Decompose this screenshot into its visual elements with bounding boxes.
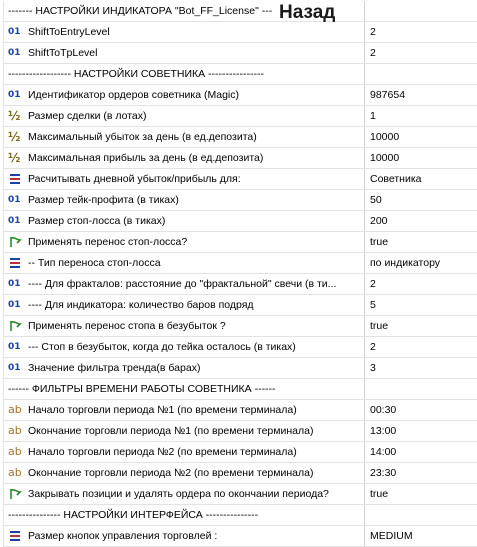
parameter-value[interactable]: 2	[370, 26, 376, 38]
enum-type-icon	[8, 256, 24, 270]
input-row[interactable]	[4, 421, 477, 442]
parameter-label: ---- Для фракталов: расстояние до "фрактальной" свечи (в ти...	[28, 278, 337, 290]
parameter-label: Окончание торговли периода №2 (по времени терминала)	[28, 467, 314, 479]
section-header-row	[4, 379, 477, 400]
parameter-name-cell	[4, 43, 365, 63]
parameter-name-cell	[4, 295, 365, 315]
inputs-table	[3, 1, 477, 547]
section-header-row	[4, 505, 477, 526]
section-header-label: ------------------ НАСТРОЙКИ СОВЕТНИКА ----------------	[8, 68, 264, 80]
int-type-icon: 01	[8, 279, 21, 289]
input-row[interactable]	[4, 85, 477, 106]
int-type-icon: 01	[8, 48, 21, 58]
parameter-label: ShiftToEntryLevel	[28, 26, 110, 38]
section-header-value	[365, 1, 477, 21]
parameter-label: Применять перенос стоп-лосса?	[28, 236, 188, 248]
int-type-icon: 01	[8, 195, 21, 205]
input-row[interactable]	[4, 22, 477, 43]
string-type-icon: ab	[8, 424, 22, 437]
parameter-label: Применять перенос стопа в безубыток ?	[28, 320, 226, 332]
parameter-value[interactable]: 3	[370, 362, 376, 374]
int-type-icon: 01	[8, 90, 21, 100]
section-header-value	[365, 64, 477, 84]
parameter-label: Максимальная прибыль за день (в ед.депозита)	[28, 152, 264, 164]
input-row[interactable]	[4, 190, 477, 211]
parameter-label: Начало торговли периода №2 (по времени терминала)	[28, 446, 297, 458]
parameter-name-cell	[4, 148, 365, 168]
parameter-value[interactable]: 2	[370, 47, 376, 59]
double-type-icon: ½	[8, 130, 21, 144]
parameter-value[interactable]: 987654	[370, 89, 406, 101]
input-row[interactable]	[4, 211, 477, 232]
parameter-label: Размер тейк-профита (в тиках)	[28, 194, 179, 206]
enum-type-icon	[8, 172, 24, 186]
parameter-name-cell	[4, 505, 365, 525]
parameter-label: Максимальный убыток за день (в ед.депозита)	[28, 131, 257, 143]
section-header-row	[4, 1, 477, 22]
double-type-icon: ½	[8, 109, 21, 123]
input-row[interactable]	[4, 274, 477, 295]
enum-type-icon	[8, 529, 24, 543]
int-type-icon: 01	[8, 342, 21, 352]
input-row[interactable]	[4, 253, 477, 274]
input-row[interactable]	[4, 148, 477, 169]
parameter-name-cell	[4, 22, 365, 42]
input-row[interactable]	[4, 43, 477, 64]
parameter-value[interactable]: true	[370, 236, 389, 248]
int-type-icon: 01	[8, 363, 21, 373]
parameter-name-cell	[4, 274, 365, 294]
parameter-name-cell	[4, 127, 365, 147]
parameter-name-cell	[4, 358, 365, 378]
int-type-icon: 01	[8, 216, 21, 226]
parameter-value[interactable]: 50	[370, 194, 382, 206]
parameter-value[interactable]: 10000	[370, 131, 400, 143]
parameter-value[interactable]: true	[370, 320, 389, 332]
input-row[interactable]	[4, 463, 477, 484]
input-row[interactable]	[4, 484, 477, 505]
section-header-label: ------- НАСТРОЙКИ ИНДИКАТОРА "Bot_FF_License" ---	[8, 5, 273, 17]
parameter-label: Окончание торговли периода №1 (по времени терминала)	[28, 425, 314, 437]
parameter-value[interactable]: 5	[370, 299, 376, 311]
parameter-value[interactable]: по индикатору	[370, 257, 441, 269]
parameter-name-cell	[4, 484, 365, 504]
section-header-value	[365, 379, 477, 399]
parameter-name-cell	[4, 337, 365, 357]
input-row[interactable]	[4, 106, 477, 127]
parameter-value[interactable]: 1	[370, 110, 376, 122]
input-row[interactable]	[4, 316, 477, 337]
parameter-value[interactable]: 14:00	[370, 446, 397, 458]
parameter-label: ShiftToTpLevel	[28, 47, 98, 59]
parameter-label: ---- Для индикатора: количество баров подряд	[28, 299, 254, 311]
parameter-name-cell	[4, 85, 365, 105]
string-type-icon: ab	[8, 466, 22, 479]
parameter-value[interactable]: 2	[370, 341, 376, 353]
input-row[interactable]	[4, 526, 477, 547]
parameter-label: -- Тип переноса стоп-лосса	[28, 257, 161, 269]
parameter-name-cell	[4, 232, 365, 252]
parameter-name-cell	[4, 526, 365, 546]
parameter-name-cell	[4, 64, 365, 84]
bool-type-icon	[8, 487, 24, 501]
input-row[interactable]	[4, 442, 477, 463]
bool-type-icon	[8, 319, 24, 333]
parameter-name-cell	[4, 190, 365, 210]
parameter-label: Закрывать позиции и удалять ордера по окончании периода?	[28, 488, 329, 500]
int-type-icon: 01	[8, 300, 21, 310]
back-label[interactable]: Назад	[279, 2, 336, 23]
parameter-name-cell	[4, 400, 365, 420]
parameter-label: Начало торговли периода №1 (по времени терминала)	[28, 404, 297, 416]
input-row[interactable]	[4, 337, 477, 358]
section-header-row	[4, 64, 477, 85]
parameter-value[interactable]: 13:00	[370, 425, 397, 437]
parameter-name-cell	[4, 379, 365, 399]
int-type-icon: 01	[8, 27, 21, 37]
input-row[interactable]	[4, 169, 477, 190]
string-type-icon: ab	[8, 403, 22, 416]
input-row[interactable]	[4, 232, 477, 253]
input-row[interactable]	[4, 295, 477, 316]
parameter-name-cell	[4, 316, 365, 336]
parameter-name-cell	[4, 421, 365, 441]
parameter-label: Значение фильтра тренда(в барах)	[28, 362, 201, 374]
section-header-label: --------------- НАСТРОЙКИ ИНТЕРФЕЙСА ---------------	[8, 509, 259, 521]
parameter-value[interactable]: MEDIUM	[370, 530, 413, 542]
input-row[interactable]	[4, 127, 477, 148]
parameter-name-cell	[4, 463, 365, 483]
parameter-label: Размер сделки (в лотах)	[28, 110, 147, 122]
parameter-value[interactable]: 00:30	[370, 404, 397, 416]
parameter-value[interactable]: true	[370, 488, 389, 500]
double-type-icon: ½	[8, 151, 21, 165]
parameter-label: Размер стоп-лосса (в тиках)	[28, 215, 166, 227]
section-header-value	[365, 505, 477, 525]
parameter-label: --- Стоп в безубыток, когда до тейка осталось (в тиках)	[28, 341, 296, 353]
parameter-value[interactable]: 2	[370, 278, 376, 290]
parameter-name-cell	[4, 106, 365, 126]
parameter-value[interactable]: Советника	[370, 173, 422, 185]
parameter-name-cell	[4, 169, 365, 189]
input-row[interactable]	[4, 358, 477, 379]
parameter-name-cell	[4, 253, 365, 273]
string-type-icon: ab	[8, 445, 22, 458]
parameter-name-cell	[4, 211, 365, 231]
parameter-value[interactable]: 23:30	[370, 467, 397, 479]
parameter-value[interactable]: 10000	[370, 152, 400, 164]
parameter-label: Размер кнопок управления торговлей :	[28, 530, 218, 542]
parameter-label: Расчитывать дневной убыток/прибыль для:	[28, 173, 241, 185]
parameter-name-cell	[4, 442, 365, 462]
parameter-label: Идентификатор ордеров советника (Magic)	[28, 89, 240, 101]
parameter-value[interactable]: 200	[370, 215, 388, 227]
section-header-label: ------ ФИЛЬТРЫ ВРЕМЕНИ РАБОТЫ СОВЕТНИКА ------	[8, 383, 276, 395]
bool-type-icon	[8, 235, 24, 249]
input-row[interactable]	[4, 400, 477, 421]
